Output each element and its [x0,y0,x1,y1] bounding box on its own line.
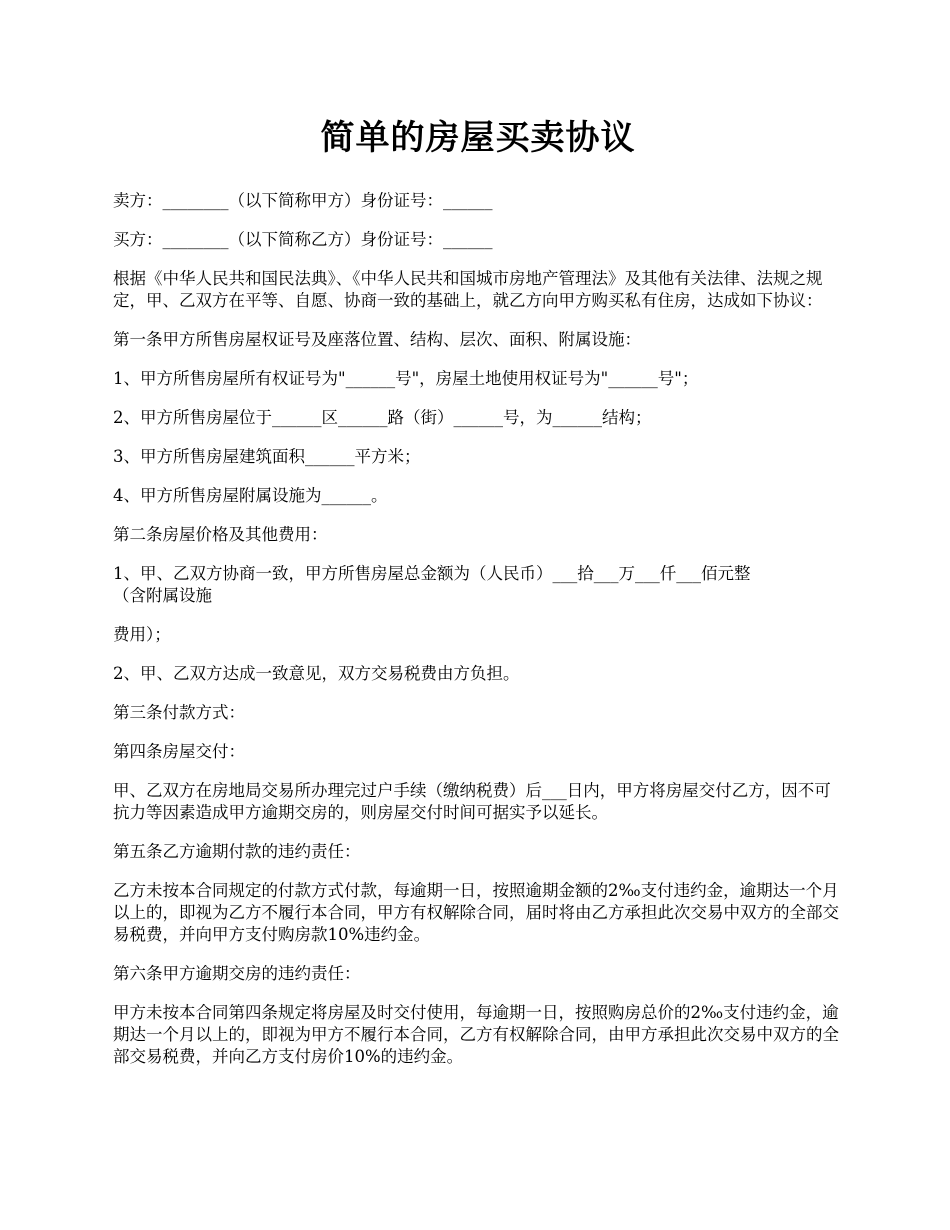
article-4-body: 甲、乙双方在房地局交易所办理完过户手续（缴纳税费）后___日内，甲方将房屋交付乙方，因不可抗力等因素造成甲方逾期交房的，则房屋交付时间可据实予以延长。 [113,781,831,822]
article-2-heading: 第二条房屋价格及其他费用： [113,525,328,544]
article-4-heading: 第四条房屋交付： [113,742,245,761]
document-title: 简单的房屋买卖协议 [320,118,636,158]
preamble-paragraph: 根据《中华人民共和国民法典》、《中华人民共和国城市房地产管理法》及其他有关法律、法规之规定，甲、乙双方在平等、自愿、协商一致的基础上，就乙方向甲方购买私有住房，达成如下协议： [113,269,823,310]
article-2-item-1: 1、甲、乙双方协商一致，甲方所售房屋总金额为（人民币）___拾___万___仟___佰元整 （含附属设施 [113,564,751,605]
article-2-item-2: 2、甲、乙双方达成一致意见，双方交易税费由方负担。 [113,664,520,683]
article-1-heading: 第一条甲方所售房屋权证号及座落位置、结构、层次、面积、附属设施： [113,330,641,349]
article-1-item-2: 2、甲方所售房屋位于______区______路（街）______号，为______结构； [113,408,652,427]
article-2-item-1-continued: 费用）； [113,625,171,644]
article-5-heading: 第五条乙方逾期付款的违约责任： [113,842,361,861]
buyer-line: 买方：________（以下简称乙方）身份证号：______ [113,230,493,249]
article-6-body: 甲方未按本合同第四条规定将房屋及时交付使用，每逾期一日，按照购房总价的2‰支付违约金，逾期达一个月以上的，即视为甲方不履行本合同，乙方有权解除合同，由甲方承担此次交易中双方的全部交易税费，并向乙方支付房价10%的违约金。 [113,1003,839,1066]
document-page [113,108,843,1085]
article-1-item-3: 3、甲方所售房屋建筑面积______平方米； [113,447,421,466]
article-5-body: 乙方未按本合同规定的付款方式付款，每逾期一日，按照逾期金额的2‰支付违约金，逾期达一个月以上的，即视为乙方不履行本合同，甲方有权解除合同，届时将由乙方承担此次交易中双方的全部交易税费，并向甲方支付购房款10%违约金。 [113,881,839,944]
seller-line: 卖方：________（以下简称甲方）身份证号：______ [113,191,493,210]
article-3-heading: 第三条付款方式： [113,703,245,722]
article-6-heading: 第六条甲方逾期交房的违约责任： [113,964,361,983]
article-1-item-1: 1、甲方所售房屋所有权证号为"______号"，房屋土地使用权证号为"______号"； [113,369,699,388]
article-1-item-4: 4、甲方所售房屋附属设施为______。 [113,486,388,505]
